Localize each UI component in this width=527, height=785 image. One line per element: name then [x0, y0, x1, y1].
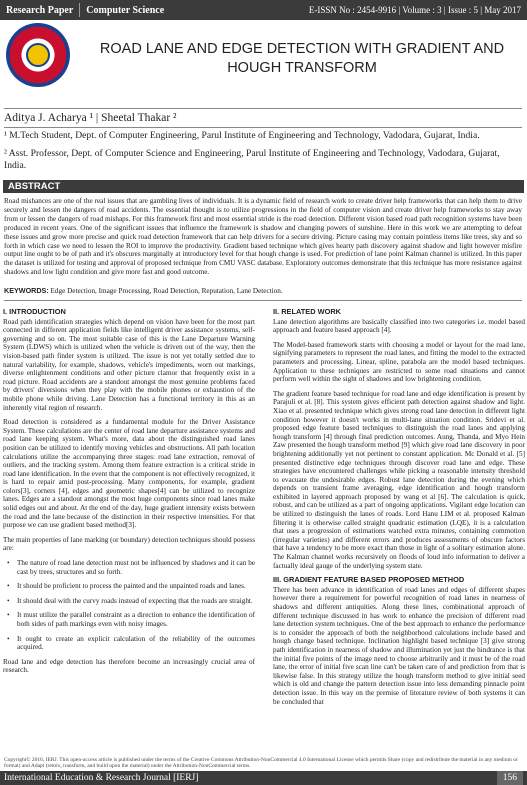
logo-center — [26, 43, 50, 67]
journal-logo-icon — [6, 23, 70, 87]
authors: Aditya J. Acharya ¹ | Sheetal Thakar ² — [4, 112, 177, 124]
left-column — [3, 308, 255, 681]
list-item: • It should be proficient to process the painted and the unpainted roads and lanes. — [3, 582, 255, 591]
properties-list — [3, 559, 255, 652]
journal-footer-bar — [0, 771, 527, 785]
divider — [4, 108, 522, 109]
list-item: • It ought to create an explicit calculation of the reliability of the outcomes acquired. — [3, 635, 255, 652]
affiliation-1: ¹ M.Tech Student, Dept. of Computer Engineering, Parul Institute of Engineering and Technology, Vadodara, Gujarat, India. — [4, 130, 480, 141]
paragraph: The main properties of lane marking (or boundary) detection techniques should possess are: — [3, 535, 255, 553]
title-line-1: ROAD LANE AND EDGE DETECTION WITH GRADIENT AND — [99, 41, 505, 57]
journal-name: International Education & Research Journal [IERJ] — [4, 773, 199, 783]
list-item: • It should deal with the curvy roads instead of expecting that the roads are straight. — [3, 597, 255, 606]
introduction-heading: I. INTRODUCTION — [3, 307, 66, 316]
related-work-heading: II. RELATED WORK — [273, 307, 342, 316]
list-item: • It must utilize the parallel constraint as a direction to enhance the identification of both sides of path markings even with noisy images. — [3, 611, 255, 628]
paragraph: The gradient feature based technique for road lane and edge identification is present by Parajuli et al. [8]. This system gives efficient path detection against shadow and light. Xiao et al. presented technique which gives strong road lane detection in different light condition however it doesn't works in multi-lane situation condition. Sridevi et al. proposed edge feature based techniques to distinguish the road lanes and applying hough transform [4] through final prediction outcomes. Aung, Thanda, and Myo Hein Zaw presented the hough transform method [9] which give road lane discovery in poor brightening additionally yet not pertinent to constant application. Mc Donald et al. [5] presented distinctive edge techniques through discover road lane and edge. These strategies have encountered challenges while picking a reasonable intensity threshold to evacuate the undesirable edges. Robust lane detection during the evening which depends on transient frame averaging, edge identification and hough transform exhibited in layered approach proposed by wang et al [6]. The calculation is quick, robust, and can be utilized as a part of ongoing applications. Vigilant edge location can be utilized to distinguish the lanes of roads. Lord Hanu LIM et al. proposed Kalman filtering it is otherwise called straight quadratic estimation (LQE), it is a calculation that uses a progression of estimations watched extra minutes, containing commotion (irregular varieties) and different errors and produces assessments of obscure factors that have a tendency to be more exact than those in light of a solitary estimation alone. The Kalman channel works recursively on floods of loud info information to deliver a factually ideal gauge of the underlying system state. — [273, 389, 525, 570]
abstract-heading: ABSTRACT — [3, 180, 524, 193]
subject-label: Computer Science — [86, 4, 165, 16]
affiliation-2: ² Asst. Professor, Dept. of Computer Science and Engineering, Parul Institute of Engineering and Technology, Vadodara, Gujarat, India. — [4, 148, 500, 171]
paragraph: There has been advance in identification of road lanes and edges of different shapes however there a requirement for powerful recognition of road lanes in nearness of shadows and different antiquities. Along these lines, combinational approach of different technique discussed in has work to enhance the precision of different road lane detection system techniques. One of the best approach to enhance the performance is to consider the approach of both the neighborhood calculations include based and hough change based technique. Inclination highlight based technique [3] give strong path identification in nearness of shadow and illumination yet just the hindrance is that the initial five points of the image need to choose arbitrarily and it must be of the road lane, the error of initial five scan line can't be taken care of and prediction from that is likewise false. In this strategy utilize the hough transform method to give initial seed which is old and change the pattern detection issue into less demanding pinnacle point detection issue. In this way on the premise of literature review of both systems it can be concluded that — [273, 585, 525, 706]
list-item: • The nature of road lane detection must not be influenced by shadows and it can be cast by trees, structures and so forth. — [3, 559, 255, 576]
method-heading: III. GRADIENT FEATURE BASED PROPOSED METHOD — [273, 575, 465, 585]
title-line-2: HOUGH TRANSFORM — [227, 60, 377, 76]
divider — [4, 300, 522, 301]
page-number: 156 — [497, 771, 523, 785]
paragraph: Lane detection algorithms are basically classified into two categories i.e. model based approach and feature based approach [4]. — [273, 317, 525, 335]
research-paper-label: Research Paper — [6, 4, 74, 16]
keywords — [4, 286, 522, 296]
paragraph: Road lane and edge detection has therefore become an increasingly crucial area of research. — [3, 657, 255, 675]
paragraph: Road path identification strategies which depend on vision have been for the most part connected in different application fields like intelligent driver assistance systems, self-governing and so on. The most suitable case of this is the Lane Departure Warning System (LDWS) which is utilized when the vehicle is driven out of the way, then the vision-based path finder system is utilized. The issue is not yet totally settled due to natural variability, for example, shadows, vehicle's impediments, worn out markings, diverse enlightenment conditions and other picture clamor that frequently exist in a road picture. Road accidents are a standout amongst the most genuine problems faced by drivers' diversions when they play with the mobile phones or exhaustion of the mobile phone while driving. Lane Detection has a functional territory in this as an inherently vital region of research. — [3, 317, 255, 412]
keywords-label: KEYWORDS: — [4, 286, 49, 295]
keywords-text: Edge Detection, Image Processing, Road Detection, Reputation, Lane Detection. — [50, 287, 283, 295]
right-column — [273, 308, 525, 712]
journal-header-bar — [0, 0, 527, 20]
paragraph: Road detection is considered as a fundamental module for the Driver Assistance System. These calculations are the center of road lane departure assistance systems and road lane keeping system. What's more, data about the distinguished road lanes position can be utilized to identify moving vehicles and obstructions. All path location calculations utilize the accompanying three stages: road lane extraction, removal of outliers, and the tracking system. Among them feature extraction is a critical stride in road lane identification. In the event that the component is not effectively recognized, it is hard to repair amid post-processing. Many components, for example, gradient colors[3], corners [4], edges and geometric shapes[4] can be utilized to recognize lanes. Edges are a standout amongst the most huge components since road lanes make solid edges out and about. At the end of the day, huge gradient intensity exists between the road and the lane because of the distinction in their respective intensities. For that purpose we can use gradient based method[3]. — [3, 418, 255, 530]
paper-title — [82, 40, 522, 78]
abstract-text: Road mishances are one of the real issues that are gambling lives of individuals. It is a dynamic field of research work to create driver help frameworks that can help them to drive securely and lessen the dangers of road accidents. The essential thought is to utilize progressions in the field of computer vision and create driver help frameworks to stay away from or lessen the dangers of road mishaps. For this framework first and most essential stride is the road detection. Different vision based road path recognition systems have been produced in recent years. One of the significant issues that influence the framework is shadow and changing powers of sunshine. Here in this work we are attempting to defeat these issues and grow more precise and quick road detection framework that can help drivers for a secure driving. Picture casing may contain pointless items like trees, sky and so forth in which case we need to lessen the ROI to improve the productivity. Gradient based technique which gives hearty path discovery against shadow and light however misfire output line ought to be of path and it's obscures marginally at introductory level for that hough change is used. For prediction of lane point Kalman channel is utilized. In this paper the dataset is utilized for testing and approval of proposed technique from CMU VASC database. Exploratory outcomes demonstrate that this technique has more resistance against shadows and low light condition and give more fast and good outcome. — [4, 197, 522, 277]
paragraph: The Model-based framework starts with choosing a model or layout for the road lane, signifying parameters to represent the road lanes, and fitting the model to the extracted parameters and processing. Linear, spline, parabola are the model based techniques. Application to these techniques are restricted to some road situations and cannot perform well within the sight of shadows and low brightening condition. — [273, 340, 525, 384]
divider — [4, 127, 522, 128]
copyright-notice: Copyright© 2016, IERJ. This open-access article is published under the terms of the Creative Commons Attribution-NonCommercial 4.0 International License which permits Share (copy and redistribute the material in any medium or format) and Adapt (remix, transform, and build upon the material) under the Attribution-NonCommercial terms. — [4, 757, 518, 770]
issue-meta: E-ISSN No : 2454-9916 | Volume : 3 | Issue : 5 | May 2017 — [308, 5, 521, 15]
